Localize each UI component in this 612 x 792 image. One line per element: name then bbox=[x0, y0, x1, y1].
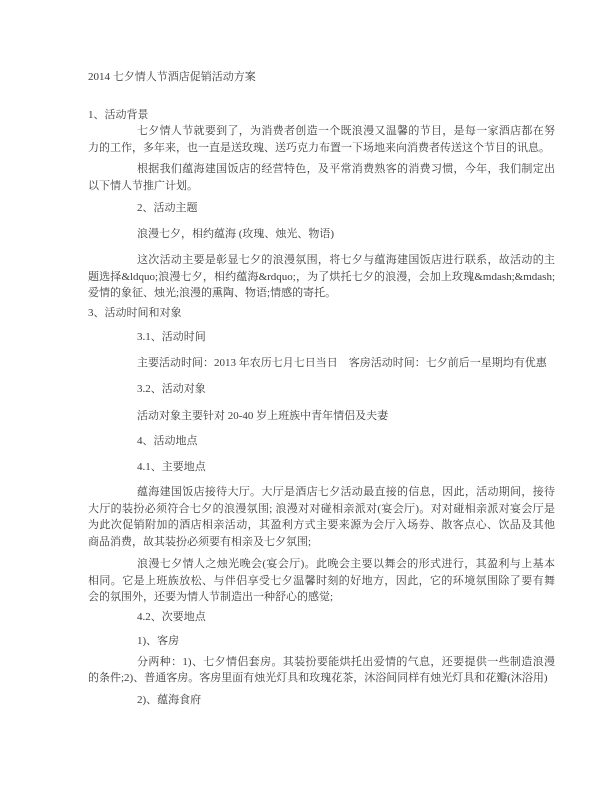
section-heading-time-and-audience: 3、活动时间和对象 bbox=[88, 306, 182, 319]
section-heading-activity-theme: 2、活动主题 bbox=[137, 202, 198, 214]
subsection-heading-main-location: 4.1、主要地点 bbox=[137, 460, 206, 473]
list-item-heading-guest-rooms: 1)、客房 bbox=[137, 635, 180, 647]
activity-audience-line: 活动对象主要针对 20-40 岁上班族中青年情侣及夫妻 bbox=[137, 409, 389, 422]
paragraph bbox=[88, 654, 555, 687]
paragraph-line: 力的工作，多年来，也一直是送玫瑰、送巧克力布置一下场地来向消费者传送这个节目的讯息。 bbox=[88, 141, 550, 154]
paragraph-line: 大厅的装扮必须符合七夕的浪漫氛围; 浪漫对对碰相亲派对(宴会厅)。对对碰相亲派对宴会厅是 bbox=[88, 502, 555, 515]
paragraph bbox=[88, 252, 555, 302]
paragraph-line: 这次活动主要是彰显七夕的浪漫氛围，将七夕与蕴海建国饭店进行联系，故活动的主 bbox=[137, 254, 555, 266]
paragraph-line: 相同。它是上班族放松、与伴侣享受七夕温馨时刻的好地方，因此，它的环境氛围除了要有舞 bbox=[88, 574, 555, 587]
subsection-heading-secondary-location: 4.2、次要地点 bbox=[137, 610, 206, 623]
paragraph-line: 以下情人节推广计划。 bbox=[88, 179, 198, 192]
paragraph bbox=[88, 161, 555, 194]
paragraph-line: 商品消费，故其装扮必须要有相亲及七夕氛围; bbox=[88, 535, 312, 548]
paragraph-line: 七夕情人节就要到了，为消费者创造一个既浪漫又温馨的节目，是每一家酒店都在努 bbox=[137, 125, 555, 137]
document-title: 2014 七夕情人节酒店促销活动方案 bbox=[88, 71, 256, 83]
subsection-heading-activity-time: 3.1、活动时间 bbox=[137, 331, 206, 343]
list-item-heading-yunhai-restaurant: 2)、蕴海食府 bbox=[137, 693, 202, 706]
paragraph-line: 为此次促销附加的酒店相亲活动，其盈利方式主要来源为会厅入场券、散客点心、饮品及其他 bbox=[88, 519, 555, 531]
paragraph-line: 浪漫七夕情人之烛光晚会(宴会厅)。此晚会主要以舞会的形式进行，其盈利与上基本 bbox=[137, 558, 555, 570]
section-heading-activity-background: 1、活动背景 bbox=[88, 108, 149, 121]
paragraph-line: 根据我们蕴海建国饭店的经营特色，及平常消费熟客的消费习惯，今年，我们制定出 bbox=[137, 163, 555, 175]
theme-slogan-line: 浪漫七夕，相约蕴海 (玫瑰、烛光、物语) bbox=[137, 227, 335, 240]
subsection-heading-activity-audience: 3.2、活动对象 bbox=[137, 383, 206, 395]
activity-time-line: 主要活动时间：2013 年农历七月七日当日 客房活动时间：七夕前后一星期均有优惠 bbox=[137, 356, 547, 369]
paragraph bbox=[88, 556, 555, 606]
paragraph bbox=[88, 123, 555, 156]
paragraph-line: 分两种：1)、七夕情侣套房。其装扮要能烘托出爱情的气息，还要提供一些制造浪漫 bbox=[137, 655, 555, 668]
section-heading-activity-location: 4、活动地点 bbox=[137, 435, 198, 447]
paragraph-line: 会的氛围外，还要为情人节制造出一种舒心的感觉; bbox=[88, 591, 334, 603]
paragraph-line: 题选择&ldquo;浪漫七夕，相约蕴海&rdquo;，为了烘托七夕的浪漫，会加上玫瑰&mdash;&mdash; bbox=[88, 270, 555, 283]
paragraph-line: 蕴海建国饭店接待大厅。大厅是酒店七夕活动最直接的信息，因此，活动期间，接待 bbox=[137, 486, 555, 498]
paragraph bbox=[88, 484, 555, 550]
paragraph-line: 的条件;2)、普通客房。客房里面有烛光灯具和玫瑰花茶，沐浴间同样有烛光灯具和花瓣(沐浴用) bbox=[88, 672, 548, 684]
paragraph-line: 爱情的象征、烛光;浪漫的熏陶、物语;情感的寄托。 bbox=[88, 287, 337, 299]
